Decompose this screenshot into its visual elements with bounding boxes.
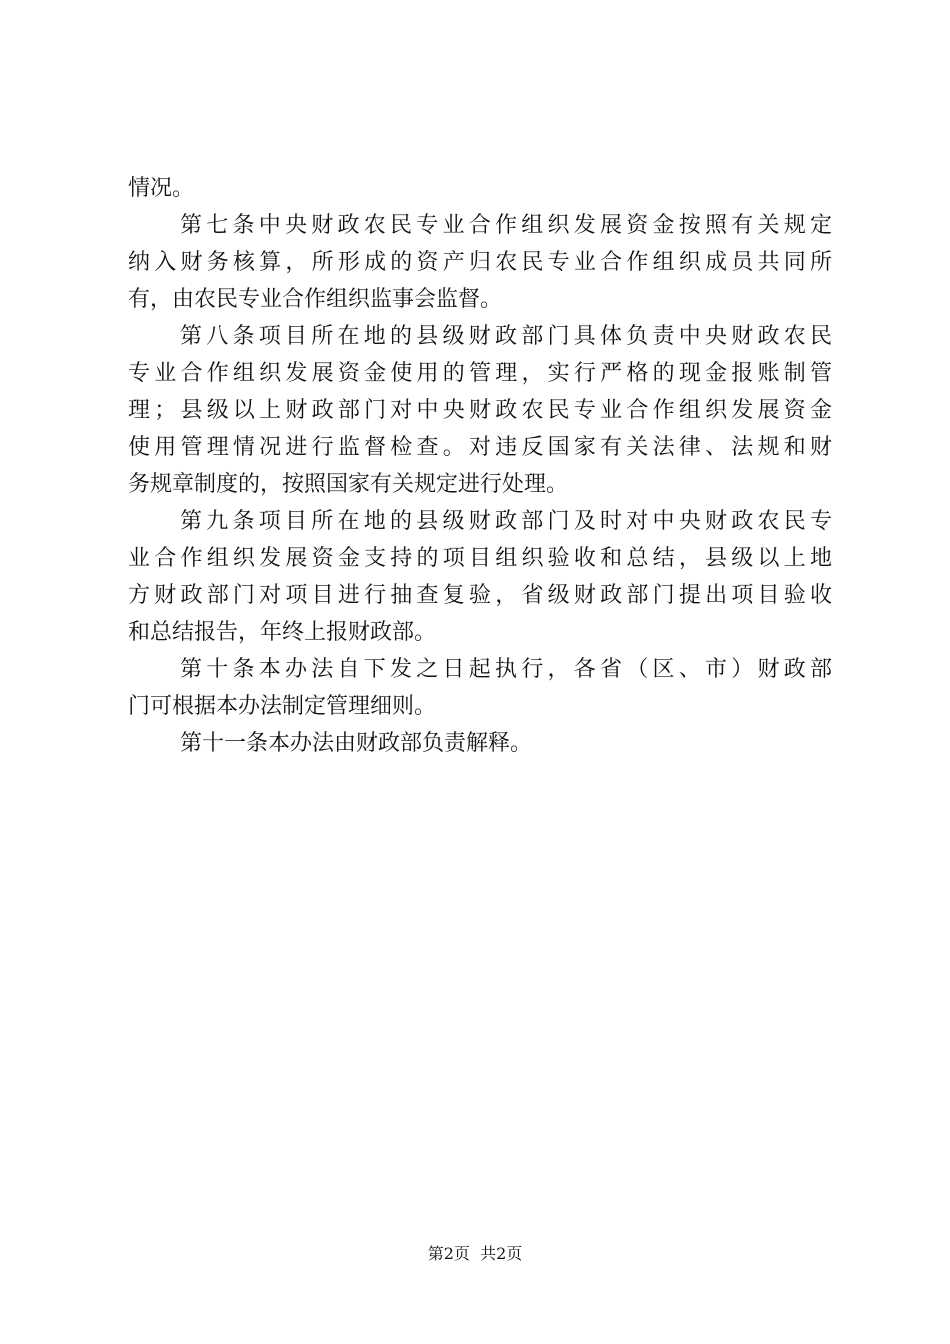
page-footer (0, 1243, 950, 1265)
text-line: 第八条项目所在地的县级财政部门具体负责中央财政农民 (180, 324, 832, 349)
text-line: 专业合作组织发展资金使用的管理，实行严格的现金报账制管 (128, 361, 832, 386)
text-line: 和总结报告，年终上报财政部。 (128, 620, 437, 645)
text-line: 使用管理情况进行监督检查。对违反国家有关法律、法规和财 (128, 435, 832, 460)
text-line: 务规章制度的，按照国家有关规定进行处理。 (128, 472, 569, 497)
page-number-label: 第2页 共2页 (427, 1244, 523, 1263)
text-line: 第九条项目所在地的县级财政部门及时对中央财政农民专 (180, 509, 832, 534)
text-line: 第十条本办法自下发之日起执行，各省（区、市）财政部 (180, 657, 832, 682)
text-line: 第十一条本办法由财政部负责解释。 (180, 731, 533, 756)
text-line: 有，由农民专业合作组织监事会监督。 (128, 287, 503, 312)
document-body (128, 170, 832, 762)
text-line: 理；县级以上财政部门对中央财政农民专业合作组织发展资金 (128, 398, 832, 423)
text-line: 情况。 (128, 176, 195, 201)
text-line: 方财政部门对项目进行抽查复验，省级财政部门提出项目验收 (128, 583, 832, 608)
text-line: 业合作组织发展资金支持的项目组织验收和总结，县级以上地 (128, 546, 832, 571)
text-line: 第七条中央财政农民专业合作组织发展资金按照有关规定 (180, 213, 832, 238)
text-line: 门可根据本办法制定管理细则。 (128, 694, 437, 719)
text-line: 纳入财务核算，所形成的资产归农民专业合作组织成员共同所 (128, 250, 832, 275)
